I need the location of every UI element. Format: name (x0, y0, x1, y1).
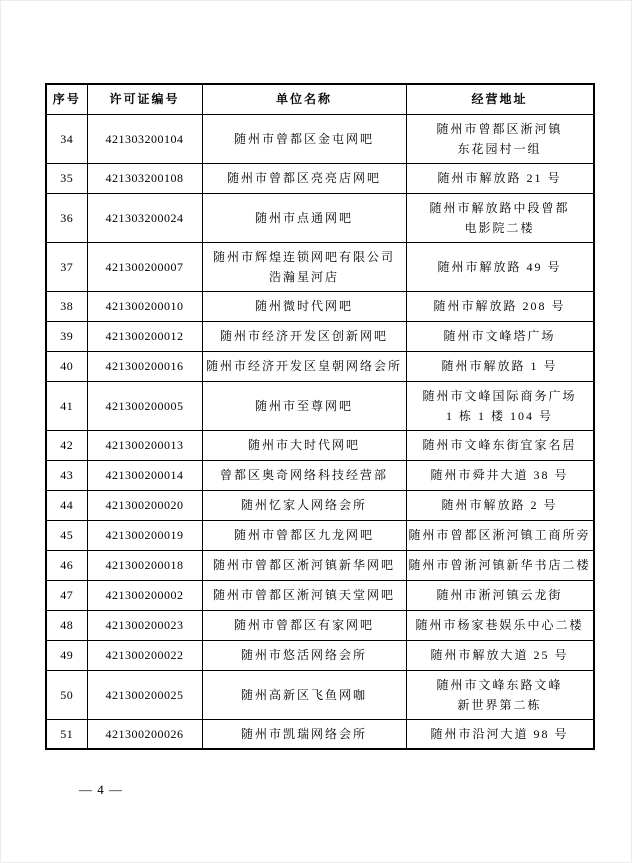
cell-unit-name: 随州市经济开发区创新网吧 (202, 321, 406, 351)
cell-license-number: 421300200012 (87, 321, 202, 351)
table-row (46, 193, 594, 242)
cell-license-number: 421300200002 (87, 580, 202, 610)
cell-unit-name: 随州市点通网吧 (202, 193, 406, 242)
cell-serial-number: 41 (46, 381, 87, 430)
cell-serial-number: 39 (46, 321, 87, 351)
cell-serial-number: 40 (46, 351, 87, 381)
cell-business-address: 随州市解放路 49 号 (406, 242, 594, 291)
cell-serial-number: 51 (46, 719, 87, 749)
cell-serial-number: 48 (46, 610, 87, 640)
cell-unit-name: 随州市至尊网吧 (202, 381, 406, 430)
cell-business-address: 随州市解放路中段曾都 电影院二楼 (406, 193, 594, 242)
cell-license-number: 421300200026 (87, 719, 202, 749)
table-row (46, 460, 594, 490)
table-row (46, 430, 594, 460)
cell-serial-number: 49 (46, 640, 87, 670)
cell-unit-name: 随州市经济开发区皇朝网络会所 (202, 351, 406, 381)
cell-serial-number: 43 (46, 460, 87, 490)
cell-unit-name: 随州市凯瑞网络会所 (202, 719, 406, 749)
cell-serial-number: 34 (46, 114, 87, 163)
table-row (46, 610, 594, 640)
table-header-row (46, 84, 594, 114)
cell-license-number: 421303200108 (87, 163, 202, 193)
table-row (46, 381, 594, 430)
cell-unit-name: 曾都区奥奇网络科技经营部 (202, 460, 406, 490)
header-serial-number: 序号 (46, 84, 87, 114)
header-business-address: 经营地址 (406, 84, 594, 114)
license-table (45, 83, 595, 750)
cell-license-number: 421300200018 (87, 550, 202, 580)
cell-business-address: 随州市解放大道 25 号 (406, 640, 594, 670)
cell-serial-number: 44 (46, 490, 87, 520)
table-row (46, 550, 594, 580)
cell-business-address: 随州市舜井大道 38 号 (406, 460, 594, 490)
cell-unit-name: 随州市曾都区淅河镇天堂网吧 (202, 580, 406, 610)
cell-unit-name: 随州市曾都区有家网吧 (202, 610, 406, 640)
table-row (46, 321, 594, 351)
cell-business-address: 随州市解放路 21 号 (406, 163, 594, 193)
table-row (46, 291, 594, 321)
table-row (46, 490, 594, 520)
cell-business-address: 随州市文峰国际商务广场 1 栋 1 楼 104 号 (406, 381, 594, 430)
cell-business-address: 随州市文峰东街宜家名居 (406, 430, 594, 460)
cell-serial-number: 35 (46, 163, 87, 193)
cell-business-address: 随州市沿河大道 98 号 (406, 719, 594, 749)
cell-business-address: 随州市杨家巷娱乐中心二楼 (406, 610, 594, 640)
cell-license-number: 421300200022 (87, 640, 202, 670)
table-row (46, 719, 594, 749)
table-row (46, 163, 594, 193)
table-row (46, 242, 594, 291)
cell-license-number: 421300200019 (87, 520, 202, 550)
cell-serial-number: 42 (46, 430, 87, 460)
header-unit-name: 单位名称 (202, 84, 406, 114)
cell-license-number: 421303200104 (87, 114, 202, 163)
cell-license-number: 421300200016 (87, 351, 202, 381)
cell-unit-name: 随州市曾都区金屯网吧 (202, 114, 406, 163)
table-row (46, 520, 594, 550)
cell-business-address: 随州市文峰东路文峰 新世界第二栋 (406, 670, 594, 719)
cell-business-address: 随州市曾都区淅河镇工商所旁 (406, 520, 594, 550)
cell-serial-number: 50 (46, 670, 87, 719)
cell-serial-number: 38 (46, 291, 87, 321)
cell-unit-name: 随州市大时代网吧 (202, 430, 406, 460)
cell-business-address: 随州市曾淅河镇新华书店二楼 (406, 550, 594, 580)
cell-license-number: 421300200023 (87, 610, 202, 640)
cell-license-number: 421300200010 (87, 291, 202, 321)
cell-license-number: 421300200013 (87, 430, 202, 460)
cell-license-number: 421303200024 (87, 193, 202, 242)
cell-unit-name: 随州市悠活网络会所 (202, 640, 406, 670)
header-license-number: 许可证编号 (87, 84, 202, 114)
table-row (46, 114, 594, 163)
table-row (46, 351, 594, 381)
cell-license-number: 421300200014 (87, 460, 202, 490)
cell-business-address: 随州市解放路 2 号 (406, 490, 594, 520)
cell-serial-number: 46 (46, 550, 87, 580)
cell-unit-name: 随州微时代网吧 (202, 291, 406, 321)
cell-business-address: 随州市文峰塔广场 (406, 321, 594, 351)
cell-serial-number: 36 (46, 193, 87, 242)
table-body (46, 114, 594, 749)
cell-unit-name: 随州市曾都区淅河镇新华网吧 (202, 550, 406, 580)
cell-business-address: 随州市解放路 1 号 (406, 351, 594, 381)
cell-business-address: 随州市曾都区淅河镇 东花园村一组 (406, 114, 594, 163)
table-row (46, 640, 594, 670)
cell-license-number: 421300200025 (87, 670, 202, 719)
cell-license-number: 421300200005 (87, 381, 202, 430)
page-number: — 4 — (79, 782, 123, 797)
cell-serial-number: 37 (46, 242, 87, 291)
cell-serial-number: 47 (46, 580, 87, 610)
cell-unit-name: 随州忆家人网络会所 (202, 490, 406, 520)
cell-serial-number: 45 (46, 520, 87, 550)
cell-unit-name: 随州市曾都区亮亮店网吧 (202, 163, 406, 193)
cell-unit-name: 随州市辉煌连锁网吧有限公司 浩瀚星河店 (202, 242, 406, 291)
cell-license-number: 421300200020 (87, 490, 202, 520)
cell-license-number: 421300200007 (87, 242, 202, 291)
cell-unit-name: 随州市曾都区九龙网吧 (202, 520, 406, 550)
table-row (46, 580, 594, 610)
table-row (46, 670, 594, 719)
cell-business-address: 随州市淅河镇云龙街 (406, 580, 594, 610)
cell-unit-name: 随州高新区飞鱼网咖 (202, 670, 406, 719)
cell-business-address: 随州市解放路 208 号 (406, 291, 594, 321)
